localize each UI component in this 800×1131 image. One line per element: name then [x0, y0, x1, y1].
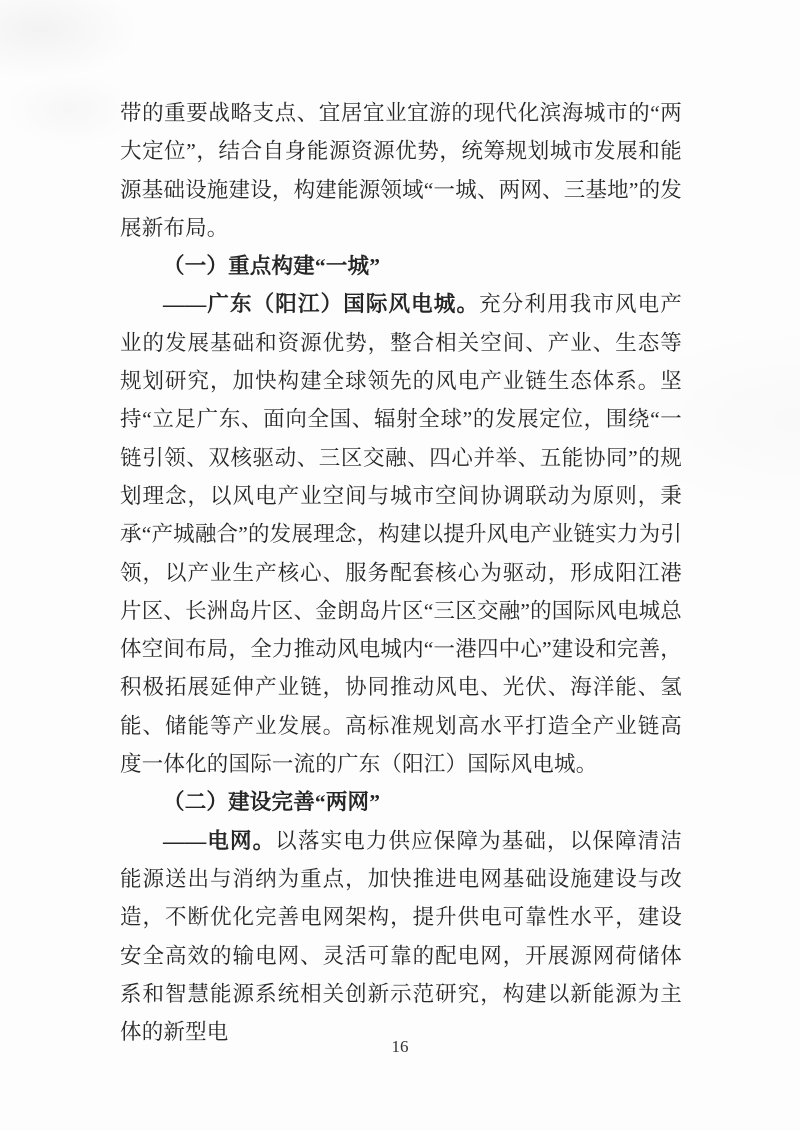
paragraph-lead-wind-power-city: ——广东（阳江）国际风电城。 — [163, 292, 480, 317]
paragraph-text-wind-power-city: 充分利用我市风电产业的发展基础和资源优势，整合相关空间、产业、生态等规划研究，加快构建全球领先的风电产业链生态体系。坚持“立足广东、面向全国、辐射全球”的发展定位，围绕“一链引领、双核驱动、三区交融、四心并举、五能协同”的规划理念，以风电产业空间与城市空间协调联动为原则，秉承“产城融合”的发展理念，构建以提升风电产业链实力为引领，以产业生产核心、服务配套核心为驱动，形成阳江港片区、长洲岛片区、金朗岛片区“三区交融”的国际风电城总体空间布局，全力推动风电城内“一港四中心”建设和完善，积极拓展延伸产业链，协同推动风电、光伏、海洋能、氢能、储能等产业发展。高标准规划高水平打造全产业链高度一体化的国际一流的广东（阳江）国际风电城。 — [120, 292, 682, 777]
section-heading-two-networks: （二）建设完善“两网” — [163, 790, 381, 815]
paragraph-continuation: 带的重要战略支点、宜居宜业宜游的现代化滨海城市的“两大定位”，结合自身能源资源优势，统筹规划城市发展和能源基础设施建设，构建能源领域“一城、两网、三基地”的发展新布局。 — [120, 101, 682, 240]
section-heading-one-city: （一）重点构建“一城” — [163, 254, 381, 279]
paragraph-power-grid — [120, 822, 682, 1052]
paragraph-wind-power-city — [120, 285, 682, 783]
page-content — [120, 94, 682, 1051]
paragraph-lead-power-grid: ——电网。 — [163, 828, 276, 853]
paragraph-text-power-grid: 以落实电力供应保障为基础，以保障清洁能源送出与消纳为重点，加快推进电网基础设施建设与改造，不断优化完善电网架构，提升供电可靠性水平，建设安全高效的输电网、灵活可靠的配电网，开展源网荷储体系和智慧能源系统相关创新示范研究，构建以新能源为主体的新型电 — [120, 828, 682, 1045]
page-number: 16 — [391, 1037, 409, 1056]
